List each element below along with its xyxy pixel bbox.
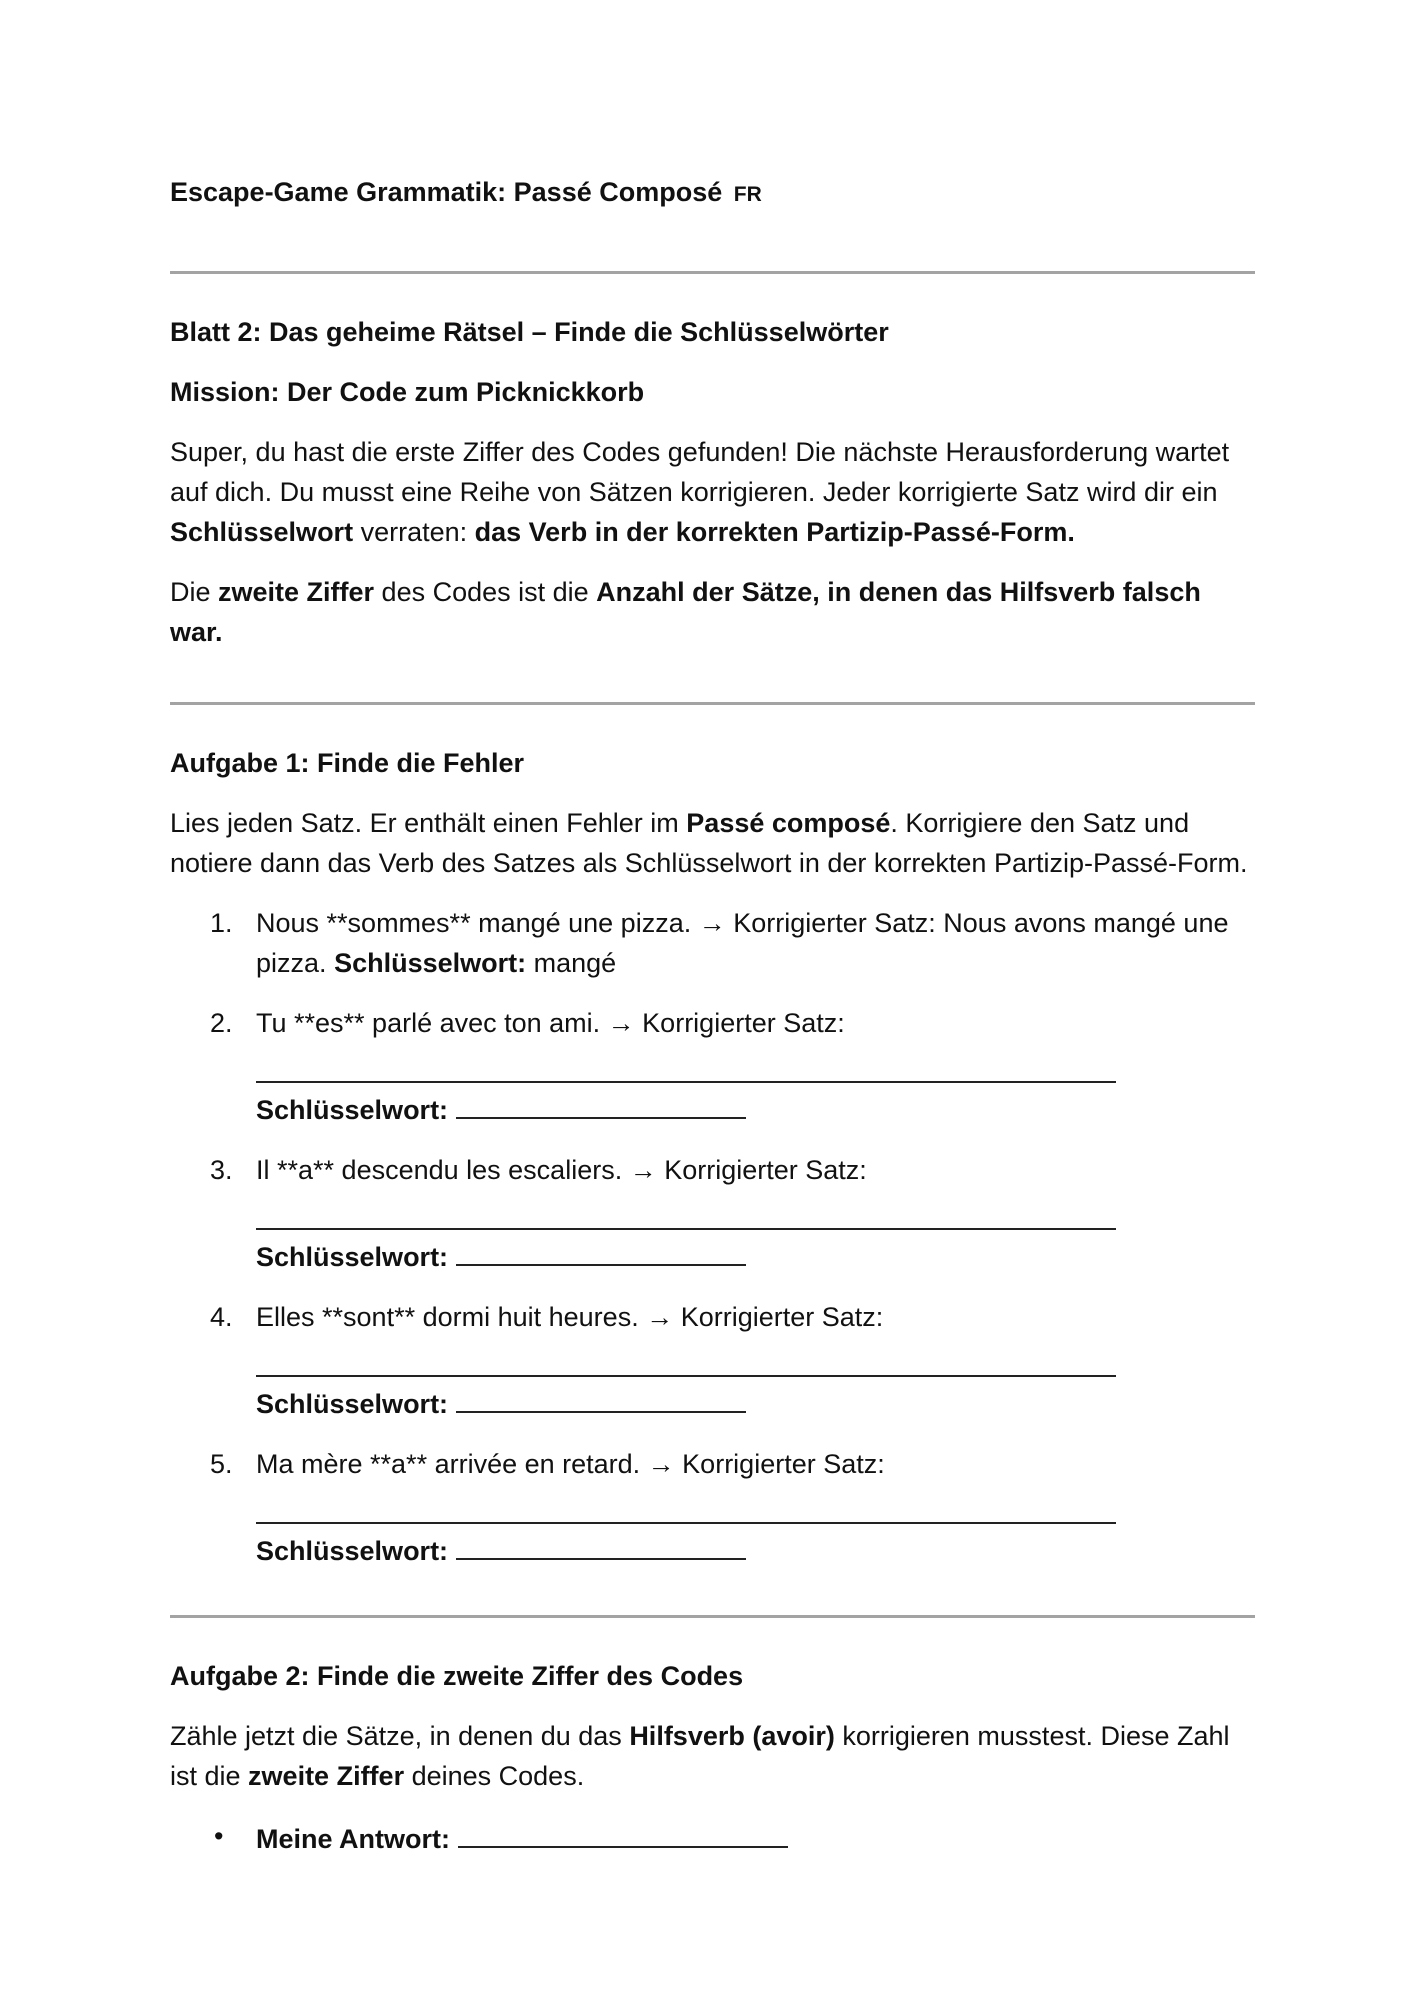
item-number: 1. <box>210 908 233 938</box>
divider <box>170 271 1255 274</box>
corrected-sentence-blank[interactable] <box>256 1484 1116 1524</box>
task1-instructions <box>170 803 1255 883</box>
corrected-sentence-blank[interactable] <box>256 1337 1116 1377</box>
sheet-heading: Blatt 2: Das geheime Rätsel – Finde die Schlüsselwörter <box>170 317 889 347</box>
intro-bold: Schlüsselwort <box>170 517 354 547</box>
intro-text: verraten: <box>353 517 475 547</box>
answer-list <box>170 1816 1255 1859</box>
keyword-answer: mangé <box>533 948 617 978</box>
item-number: 3. <box>210 1155 233 1185</box>
keyword-label: Schlüsselwort: <box>256 1095 449 1125</box>
task2-text: Zähle jetzt die Sätze, in denen du das <box>170 1721 630 1751</box>
task2-text: deines Codes. <box>404 1761 585 1791</box>
task2-instructions <box>170 1716 1255 1796</box>
task1-bold: Passé composé <box>686 808 891 838</box>
sentence-text: Elles **sont** dormi huit heures. → Korrigierter Satz: <box>256 1302 884 1332</box>
task1-text: . Korrigiere den Satz und notiere dann das Verb des Satzes als Schlüsselwort in der korrekten Partizip-Passé-Form. <box>170 808 1248 878</box>
sentence-text: Il **a** descendu les escaliers. → Korrigierter Satz: <box>256 1155 867 1185</box>
keyword-label: Schlüsselwort: <box>334 948 527 978</box>
task2-bold: Hilfsverb (avoir) <box>629 1721 835 1751</box>
list-item <box>170 1297 1255 1424</box>
code-bold: zweite Ziffer <box>218 577 375 607</box>
sentence-text: Tu **es** parlé avec ton ami. → Korrigierter Satz: <box>256 1008 845 1038</box>
list-item <box>170 1003 1255 1130</box>
keyword-blank[interactable] <box>456 1528 746 1560</box>
item-number: 2. <box>210 1008 233 1038</box>
keyword-blank[interactable] <box>456 1087 746 1119</box>
code-text: Die <box>170 577 219 607</box>
code-bold: Anzahl der Sätze, in denen das Hilfsverb falsch war. <box>170 577 1201 647</box>
sentence-text: Ma mère **a** arrivée en retard. → Korrigierter Satz: <box>256 1449 885 1479</box>
divider <box>170 702 1255 705</box>
keyword-label: Schlüsselwort: <box>256 1389 449 1419</box>
corrected-sentence-blank[interactable] <box>256 1190 1116 1230</box>
sentence-text: Nous **sommes** mangé une pizza. → Korrigierter Satz: Nous avons mangé une pizza. <box>256 908 1229 978</box>
worksheet-content <box>170 160 1255 1859</box>
list-item <box>170 1444 1255 1571</box>
list-item <box>170 1816 1255 1859</box>
item-number: 5. <box>210 1449 233 1479</box>
language-tag: FR <box>733 183 762 206</box>
list-item <box>170 903 1255 983</box>
task1-heading: Aufgabe 1: Finde die Fehler <box>170 748 525 778</box>
code-paragraph <box>170 572 1255 652</box>
keyword-label: Schlüsselwort: <box>256 1242 449 1272</box>
list-item <box>170 1150 1255 1277</box>
intro-text: Super, du hast die erste Ziffer des Codes gefunden! Die nächste Herausforderung wartet auf dich. Du musst eine Reihe von Sätzen korrigieren. Jeder korrigierte Satz wird dir ein <box>170 437 1230 507</box>
keyword-blank[interactable] <box>456 1381 746 1413</box>
document-title <box>170 172 1255 215</box>
title-text: Escape-Game Grammatik: Passé Composé <box>170 177 723 207</box>
intro-bold: das Verb in der korrekten Partizip-Passé-Form. <box>474 517 1075 547</box>
keyword-blank[interactable] <box>456 1234 746 1266</box>
task2-bold: zweite Ziffer <box>248 1761 405 1791</box>
mission-heading: Mission: Der Code zum Picknickkorb <box>170 377 645 407</box>
task2-heading: Aufgabe 2: Finde die zweite Ziffer des Codes <box>170 1661 744 1691</box>
divider <box>170 1615 1255 1618</box>
answer-blank[interactable] <box>458 1816 788 1848</box>
task2-text: korrigieren musstest. Diese Zahl ist die <box>170 1721 1230 1791</box>
bullet-icon: • <box>214 1821 224 1851</box>
keyword-label: Schlüsselwort: <box>256 1536 449 1566</box>
code-text: des Codes ist die <box>374 577 597 607</box>
answer-label: Meine Antwort: <box>256 1824 450 1854</box>
sentence-list <box>170 903 1255 1571</box>
task1-text: Lies jeden Satz. Er enthält einen Fehler im <box>170 808 687 838</box>
corrected-sentence-blank[interactable] <box>256 1043 1116 1083</box>
intro-paragraph <box>170 432 1255 552</box>
item-number: 4. <box>210 1302 233 1332</box>
